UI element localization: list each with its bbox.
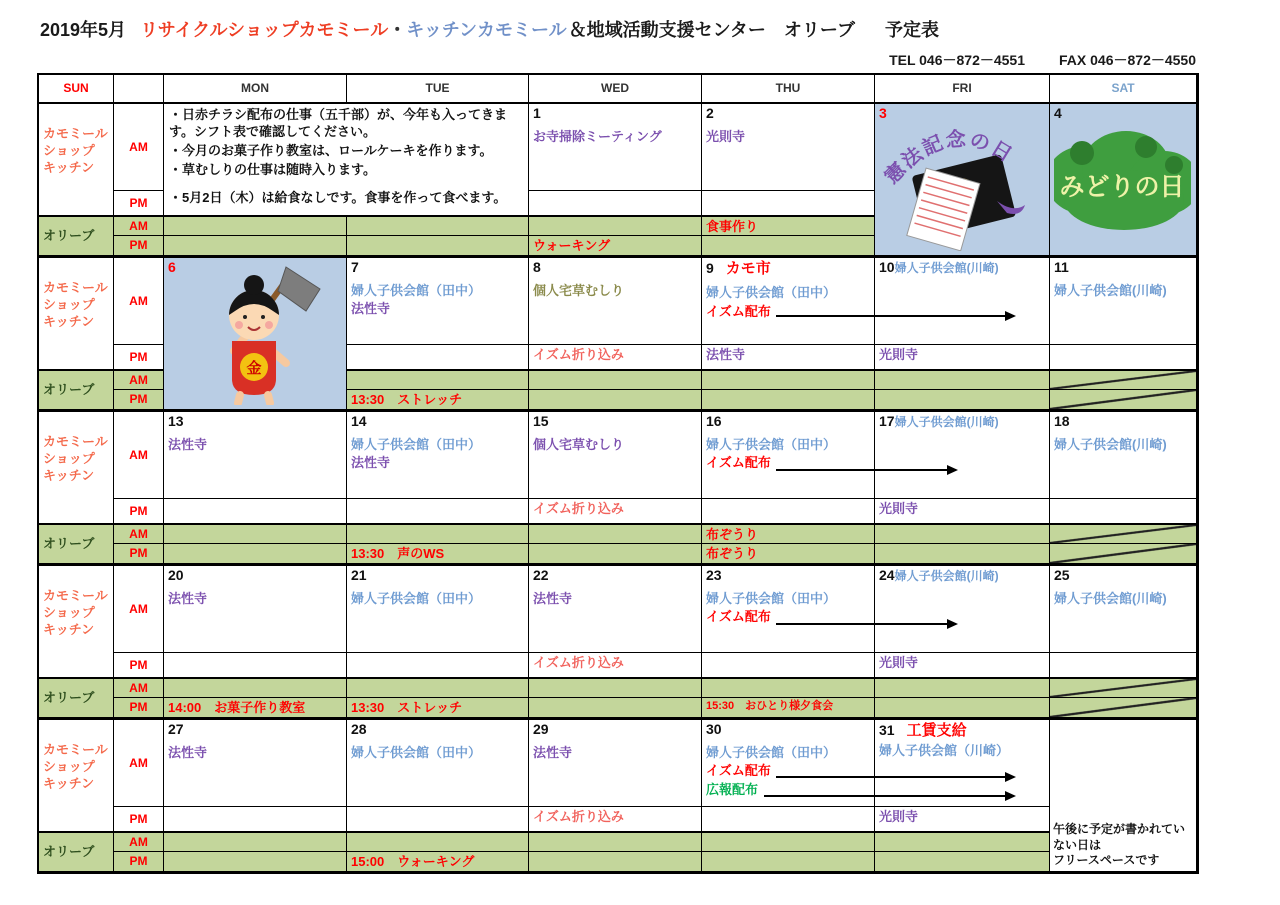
event-text: 法性寺 (533, 590, 573, 606)
day-cell-olive-am (347, 524, 529, 544)
continuation-arrow (776, 776, 1014, 778)
day-cell-w2-tue-olive-pm: 13:30 ストレッチ (347, 390, 529, 410)
title-center: ＆地域活動支援センター オリーブ (568, 20, 855, 40)
title-month: 2019年5月 (40, 20, 127, 40)
date-number: 31 (879, 722, 895, 738)
weekday-wed: WED (529, 75, 702, 102)
day-cell-w4-sat-am (1050, 566, 1197, 653)
event-text: 法性寺 (168, 436, 208, 452)
kamo-market-badge: カモ市 (725, 260, 771, 277)
olive-am-label: AM (114, 832, 164, 852)
day-cell-olive-am (529, 524, 702, 544)
olive-pm-label: PM (114, 390, 164, 410)
olive-am-label: AM (114, 524, 164, 544)
event-text: 広報配布 (706, 781, 759, 797)
weekday-header-row (39, 75, 1197, 102)
day-cell-w2-tue-pm (347, 345, 529, 370)
day-cell-olive-pm (164, 544, 347, 564)
date-number: 17 (879, 413, 895, 429)
day-cell-w4-thu-pm (702, 653, 875, 678)
event-text: 婦人子供会館（田中） (706, 744, 837, 760)
day-cell-w4-tue-pm (347, 653, 529, 678)
title-separator: ・ (388, 20, 407, 40)
day-cell-w4-sat-pm (1050, 653, 1197, 678)
day-cell-w3-tue-pm (347, 499, 529, 524)
day-cell-w4-wed-pm: イズム折り込み (529, 653, 702, 678)
kamomile-row-label: カモミール ショップ キッチン (39, 720, 114, 832)
event-text: お寺掃除ミーティング (533, 128, 662, 144)
am-label: AM (114, 104, 164, 191)
date-number: 9 (706, 260, 714, 276)
day-cell-w5-wed-am (529, 720, 702, 807)
day-cell-w3-wed-pm: イズム折り込み (529, 499, 702, 524)
day-cell-w1-wed-am (529, 104, 702, 191)
day-cell-w1-sat-holiday (1050, 104, 1197, 256)
pm-label: PM (114, 653, 164, 678)
event-text: 婦人子供会館(川崎) (894, 569, 999, 583)
olive-pm-label: PM (114, 236, 164, 256)
day-cell-w5-tue-am (347, 720, 529, 807)
day-cell-w5-thu-am (702, 720, 875, 807)
day-cell-w3-thu-pm (702, 499, 875, 524)
event-text: 婦人子供会館（田中） (351, 744, 482, 760)
day-cell-olive-pm (164, 236, 347, 256)
day-cell-w4-tue-olive-pm: 13:30 ストレッチ (347, 698, 529, 718)
day-cell-w5-fri-am (875, 720, 1050, 807)
note-line: ・草むしりの仕事は随時入ります。 (169, 162, 376, 178)
day-cell-w1-thu-olive-am: 食事作り (702, 216, 875, 236)
day-cell-olive-am (164, 678, 347, 698)
day-cell-olive-pm (529, 852, 702, 872)
date-number: 20 (168, 567, 184, 583)
kamomile-row-label: カモミール ショップ キッチン (39, 412, 114, 524)
kenpo-kinenbi-illustration (879, 105, 1044, 251)
kamomile-row-label: カモミール ショップ キッチン (39, 104, 114, 216)
event-text: イズム配布 (706, 303, 771, 319)
olive-pm-label: PM (114, 698, 164, 718)
date-number: 30 (706, 721, 722, 737)
day-cell-w5-mon-pm (164, 807, 347, 832)
date-number: 7 (351, 259, 359, 275)
day-cell-olive-am (347, 370, 529, 390)
day-cell-w5-tue-pm (347, 807, 529, 832)
day-cell-olive-am (875, 832, 1050, 852)
event-text: 婦人子供会館（田中） (706, 436, 837, 452)
weekday-mon: MON (164, 75, 347, 102)
continuation-arrow (764, 795, 1014, 797)
day-cell-olive-pm (875, 544, 1050, 564)
holiday-name-text: みどりの日 (1059, 173, 1185, 201)
kamomile-row-label: カモミール ショップ キッチン (39, 258, 114, 370)
date-number: 1 (533, 105, 541, 121)
event-text: イズム配布 (706, 763, 771, 779)
kin-character: 金 (246, 360, 262, 377)
day-cell-olive-am (875, 370, 1050, 390)
event-text: 個人宅草むしり (533, 282, 625, 298)
title-recycle-shop: リサイクルショップカモミール (140, 20, 389, 40)
kamomile-row-label: カモミール ショップ キッチン (39, 566, 114, 678)
day-cell-w4-mon-pm (164, 653, 347, 678)
calendar-table (37, 73, 1199, 874)
crossed-out-cell (1050, 524, 1197, 544)
date-number: 29 (533, 721, 549, 737)
weekday-tue: TUE (347, 75, 529, 102)
day-cell-olive-am (702, 370, 875, 390)
day-cell-w4-thu-olive-pm: 15:30 おひとり様夕食会 (702, 698, 875, 718)
event-text: 婦人子供会館（田中） (706, 590, 837, 606)
olive-am-label: AM (114, 678, 164, 698)
date-number: 23 (706, 567, 722, 583)
day-cell-w4-thu-am (702, 566, 875, 653)
day-cell-w4-fri-am (875, 566, 1050, 653)
day-cell-olive-am (702, 832, 875, 852)
day-cell-w2-sat-pm (1050, 345, 1197, 370)
day-cell-w4-tue-am (347, 566, 529, 653)
topknot-icon (244, 275, 264, 295)
axe-head-icon (278, 267, 320, 311)
day-cell-w3-sat-am (1050, 412, 1197, 499)
date-number: 10 (879, 259, 895, 275)
week-2 (39, 256, 1197, 410)
date-number: 4 (1054, 105, 1062, 121)
week-1 (39, 102, 1197, 256)
weekday-thu: THU (702, 75, 875, 102)
day-cell-w5-thu-pm (702, 807, 875, 832)
day-cell-w3-mon-pm (164, 499, 347, 524)
day-cell-w4-mon-olive-pm: 14:00 お菓子作り教室 (164, 698, 347, 718)
day-cell-w3-thu-olive-pm: 布ぞうり (702, 544, 875, 564)
date-number: 11 (1054, 259, 1069, 275)
event-text: 婦人子供会館（田中） (351, 282, 482, 298)
am-label: AM (114, 412, 164, 499)
tel-number: TEL 046－872－4551 (889, 52, 1026, 68)
day-cell-w3-wed-am (529, 412, 702, 499)
day-cell-olive-pm (347, 236, 529, 256)
day-cell-w5-mon-am (164, 720, 347, 807)
fax-number: FAX 046－872－4550 (1059, 52, 1196, 68)
day-cell-w3-thu-am (702, 412, 875, 499)
day-cell-w1-wed-olive-pm: ウォーキング (529, 236, 702, 256)
date-number: 3 (879, 105, 887, 121)
event-text: 婦人子供会館（田中） (706, 285, 837, 301)
olive-am-label: AM (114, 216, 164, 236)
date-number: 27 (168, 721, 184, 737)
continuation-arrow (776, 315, 1014, 317)
crossed-out-cell (1050, 698, 1197, 718)
day-cell-olive-pm (702, 236, 875, 256)
day-cell-olive-pm (529, 698, 702, 718)
continuation-arrow (776, 623, 956, 625)
olive-row-label: オリーブ (39, 678, 114, 718)
date-number: 21 (351, 567, 367, 583)
week-5 (39, 718, 1197, 872)
day-cell-olive-am (875, 678, 1050, 698)
day-cell-w1-thu-pm (702, 191, 875, 216)
day-cell-w2-wed-pm: イズム折り込み (529, 345, 702, 370)
day-cell-olive-am (164, 832, 347, 852)
midori-no-hi-illustration (1054, 105, 1191, 251)
date-number: 15 (533, 413, 549, 429)
day-cell-olive-pm (529, 390, 702, 410)
day-cell-olive-pm (875, 698, 1050, 718)
day-cell-olive-pm (702, 390, 875, 410)
day-cell-w2-thu-pm: 法性寺 (702, 345, 875, 370)
day-cell-w2-fri-am (875, 258, 1050, 345)
note-line: ・5月2日（木）は給食なしです。食事を作って食べます。 (169, 189, 507, 205)
olive-am-label: AM (114, 370, 164, 390)
date-number: 22 (533, 567, 549, 583)
day-cell-w2-fri-pm: 光則寺 (875, 345, 1050, 370)
pm-label: PM (114, 191, 164, 216)
pm-label: PM (114, 499, 164, 524)
day-cell-w3-tue-olive-pm: 13:30 声のWS (347, 544, 529, 564)
olive-pm-label: PM (114, 852, 164, 872)
day-cell-w4-fri-pm: 光則寺 (875, 653, 1050, 678)
event-text: 光則寺 (706, 128, 746, 144)
day-cell-olive-pm (529, 544, 702, 564)
week-4 (39, 564, 1197, 718)
title-suffix: 予定表 (884, 20, 939, 40)
day-cell-olive-am (529, 678, 702, 698)
day-cell-olive-am (875, 524, 1050, 544)
day-cell-w3-tue-am (347, 412, 529, 499)
day-cell-olive-pm (875, 390, 1050, 410)
event-text: 婦人子供会館(川崎) (1054, 436, 1167, 452)
day-cell-w2-tue-am (347, 258, 529, 345)
continuation-arrow (776, 469, 956, 471)
day-cell-w2-wed-am (529, 258, 702, 345)
day-cell-w4-mon-am (164, 566, 347, 653)
holiday-name-text: 憲法記念の日 (880, 128, 1018, 189)
ampm-header (114, 75, 164, 102)
day-cell-olive-pm (164, 852, 347, 872)
crossed-out-cell (1050, 544, 1197, 564)
week-3 (39, 410, 1197, 564)
olive-row-label: オリーブ (39, 832, 114, 872)
day-cell-olive-am (347, 832, 529, 852)
event-text: 婦人子供会館（田中） (351, 436, 482, 452)
olive-row-label: オリーブ (39, 370, 114, 410)
date-number: 25 (1054, 567, 1070, 583)
date-number: 6 (168, 259, 176, 275)
free-space-note: 午後に予定が書かれてい ない日は フリースペースです (1053, 822, 1186, 868)
event-text: 法性寺 (533, 744, 573, 760)
olive-pm-label: PM (114, 544, 164, 564)
day-cell-olive-am (164, 524, 347, 544)
date-number: 8 (533, 259, 541, 275)
kintaro-illustration (168, 259, 341, 405)
contact-info (0, 50, 1196, 70)
day-cell-w2-mon-holiday (164, 258, 347, 410)
crossed-out-cell (1050, 678, 1197, 698)
day-cell-w1-fri-holiday (875, 104, 1050, 256)
day-cell-w5-tue-olive-pm: 15:00 ウォーキング (347, 852, 529, 872)
title-kitchen: キッチンカモミール (406, 20, 567, 40)
day-cell-w3-fri-pm: 光則寺 (875, 499, 1050, 524)
day-cell-w3-mon-am (164, 412, 347, 499)
event-text: 法性寺 (351, 301, 391, 317)
date-number: 18 (1054, 413, 1070, 429)
day-cell-w1-wed-pm (529, 191, 702, 216)
day-cell-w3-sat-pm (1050, 499, 1197, 524)
am-label: AM (114, 566, 164, 653)
event-text: 婦人子供会館(川崎) (894, 415, 999, 429)
event-text: 個人宅草むしり (533, 436, 625, 452)
day-cell-olive-am (529, 216, 702, 236)
date-number: 13 (168, 413, 184, 429)
pm-label: PM (114, 345, 164, 370)
event-text: 婦人子供会館(川崎) (1054, 590, 1167, 606)
date-number: 24 (879, 567, 895, 583)
crossed-out-cell (1050, 390, 1197, 410)
date-number: 14 (351, 413, 367, 429)
day-cell-olive-am (529, 832, 702, 852)
event-text: 婦人子供会館(川崎) (1054, 282, 1167, 298)
pm-label: PM (114, 807, 164, 832)
date-number: 28 (351, 721, 367, 737)
am-label: AM (114, 258, 164, 345)
day-cell-w2-sat-am (1050, 258, 1197, 345)
day-cell-w1-thu-am (702, 104, 875, 191)
day-cell-olive-am (702, 678, 875, 698)
weekday-sun: SUN (39, 75, 114, 102)
day-cell-w2-thu-am (702, 258, 875, 345)
wage-payment-badge: 工賃支給 (906, 722, 967, 739)
event-text: 婦人子供会館（田中） (351, 590, 482, 606)
note-line: ・今月のお菓子作り教室は、ロールケーキを作ります。 (169, 143, 493, 159)
note-line: ・日赤チラシ配布の仕事（五千部）が、今年も入ってきます。シフト表で確認してください。 (169, 107, 508, 140)
event-text: 婦人子供会館（川崎） (879, 743, 1010, 759)
date-number: 2 (706, 105, 714, 121)
event-text: イズム配布 (706, 609, 771, 625)
day-cell-w3-thu-olive-am: 布ぞうり (702, 524, 875, 544)
weekday-sat: SAT (1050, 75, 1197, 102)
free-space-note-cell (1050, 720, 1197, 872)
day-cell-w5-wed-pm: イズム折り込み (529, 807, 702, 832)
olive-row-label: オリーブ (39, 216, 114, 256)
event-text: イズム配布 (706, 455, 771, 471)
event-text: 婦人子供会館(川崎) (894, 261, 999, 275)
weekday-fri: FRI (875, 75, 1050, 102)
day-cell-olive-am (347, 216, 529, 236)
day-cell-olive-am (529, 370, 702, 390)
event-text: 法性寺 (168, 590, 208, 606)
crossed-out-cell (1050, 370, 1197, 390)
am-label: AM (114, 720, 164, 807)
olive-row-label: オリーブ (39, 524, 114, 564)
page-title (40, 16, 939, 42)
event-text: 法性寺 (168, 744, 208, 760)
day-cell-w4-wed-am (529, 566, 702, 653)
day-cell-olive-am (347, 678, 529, 698)
day-cell-olive-pm (702, 852, 875, 872)
date-number: 16 (706, 413, 722, 429)
day-cell-w3-fri-am (875, 412, 1050, 499)
event-text: 法性寺 (351, 455, 391, 471)
day-cell-olive-pm (875, 852, 1050, 872)
month-notes-cell (164, 104, 529, 216)
day-cell-w5-fri-pm: 光則寺 (875, 807, 1050, 832)
day-cell-olive-am (164, 216, 347, 236)
